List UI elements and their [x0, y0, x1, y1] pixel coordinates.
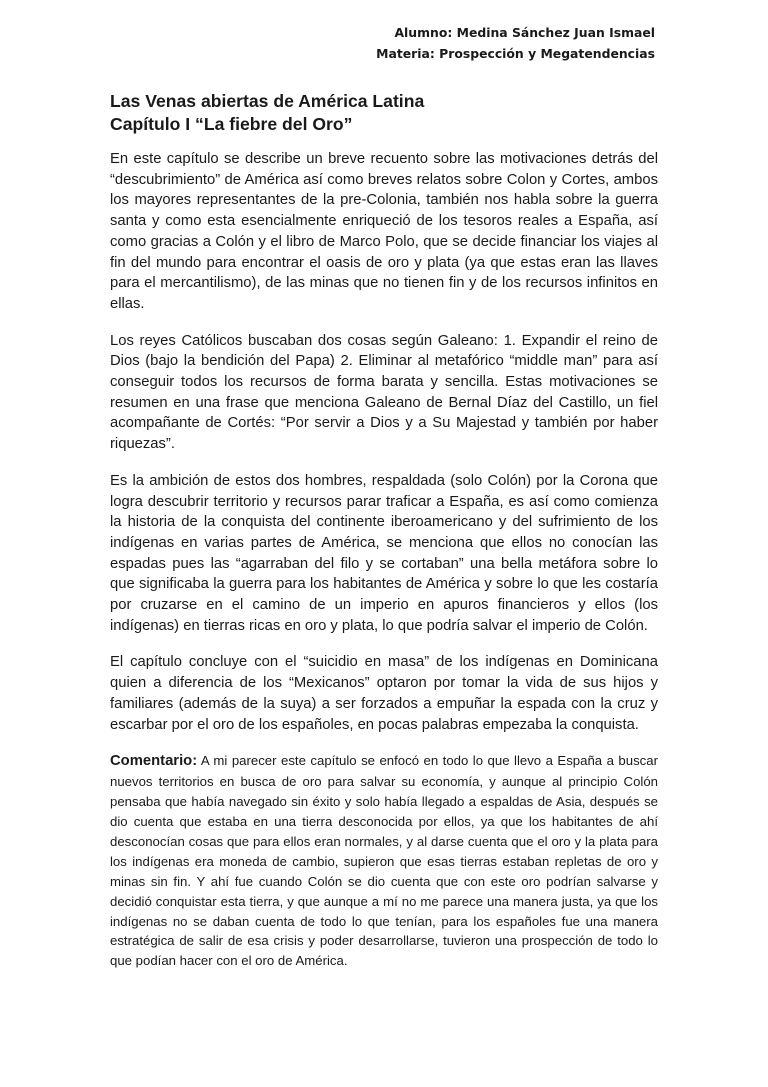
title-block — [110, 90, 658, 136]
document-header — [376, 22, 655, 64]
comment-text: A mi parecer este capítulo se enfocó en todo lo que llevo a España a buscar nuevos territorios en busca de oro para salvar su economía, y aunque al principio Colón pensaba que había navegado sin éxito y solo había llegado a espaldas de Asia, después se dio cuenta que estaba en una tierra desconocida por ellos, ya que los habitantes de ahí desconocían cosas que para ellos eran normales, y al darse cuenta que el oro y la plata para los indígenas era moneda de cambio, supieron que esas tierras estaban repletas de oro y minas sin fin. Y ahí fue cuando Colón se dio cuenta que con este oro podrían salvarse y decidió conquistar esta tierra, y que aunque a mí no me parece una manera justa, ya que los indígenas no se daban cuenta de todo lo que tenían, para los españoles fue una manera estratégica de salir de esa crisis y poder desarrollarse, tuvieron una prospección de todo lo que podían hacer con el oro de América. — [110, 753, 658, 969]
subject-name: Materia: Prospección y Megatendencias — [376, 46, 655, 61]
paragraph-3: Es la ambición de estos dos hombres, respaldada (solo Colón) por la Corona que logra descubrir territorio y recursos parar traficar a España, es así como comienza la historia de la conquista del continente iberoamericano y del sufrimiento de los indígenas en varias partes de América, se menciona que ellos no conocían las espadas pues las “agarraban del filo y se cortaban” una bella metáfora sobre lo que significaba la guerra para los habitantes de América y sobre lo que les costaría por cruzarse en el camino de un imperio en apuros financieros y ellos (los indígenas) en tierras ricas en oro y plata, lo que podría salvar el imperio de Colón. — [110, 472, 658, 634]
chapter-title: Capítulo I “La fiebre del Oro” — [110, 114, 353, 134]
paragraph-1: En este capítulo se describe un breve recuento sobre las motivaciones detrás del “descubrimiento” de América así como breves relatos sobre Colon y Cortes, ambos los mayores representantes de la pre-Colonia, también nos habla sobre la guerra santa y como esta esencialmente enriqueció de los tesoros reales a España, así como gracias a Colón y el libro de Marco Polo, que se decide financiar los viajes al fin del mundo para encontrar el oasis de oro y plata (ya que estas eran las llaves para el mercantilismo), de las minas que no tienen fin y de los recursos infinitos en ellas. — [110, 151, 658, 312]
paragraph-2: Los reyes Católicos buscaban dos cosas según Galeano: 1. Expandir el reino de Dios (bajo la bendición del Papa) 2. Eliminar al metafórico “middle man” para así conseguir todos los recursos de forma barata y sencilla. Estas motivaciones se resumen en una frase que menciona Galeano de Bernal Díaz del Castillo, un fiel acompañante de Cortés: “Por servir a Dios y a Su Majestad y también por haber riquezas”. — [110, 332, 658, 453]
comment-label: Comentario: — [110, 753, 198, 770]
student-name: Alumno: Medina Sánchez Juan Ismael — [394, 25, 655, 40]
paragraph-4: El capítulo concluye con el “suicidio en masa” de los indígenas en Dominicana quien a diferencia de los “Mexicanos” optaron por tomar la vida de sus hijos y familiares (además de la suya) a ser forzados a empuñar la espada con la cruz y escarbar por el oro de los españoles, en pocas palabras empezaba la conquista. — [110, 654, 658, 733]
document-body — [110, 90, 658, 987]
comment-paragraph — [110, 751, 658, 971]
document-title: Las Venas abiertas de América Latina — [110, 91, 425, 111]
